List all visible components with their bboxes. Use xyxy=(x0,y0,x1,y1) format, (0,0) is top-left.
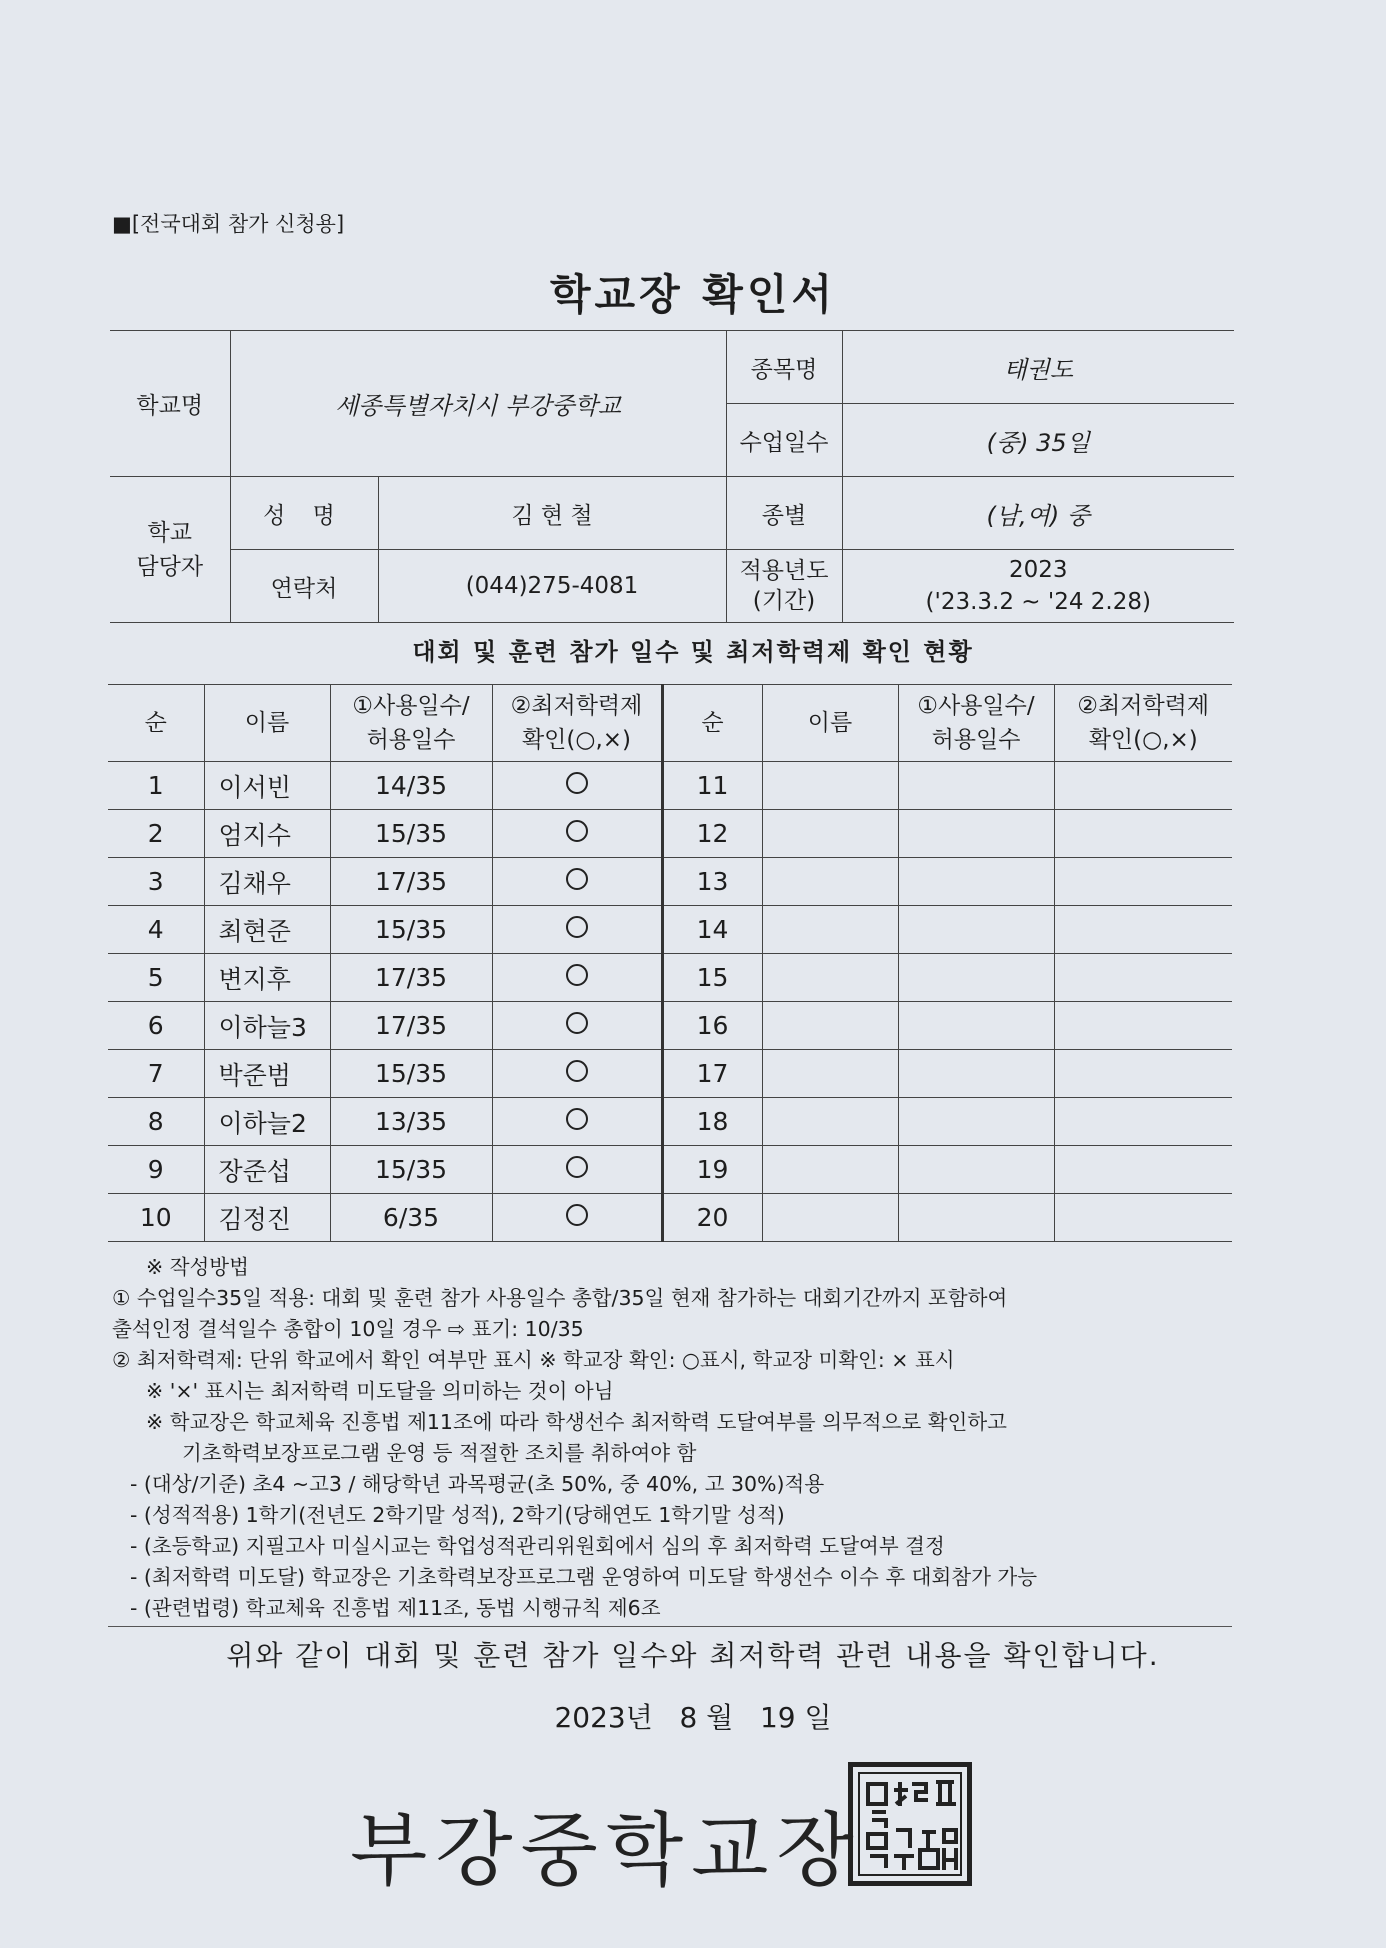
used-days xyxy=(898,1098,1054,1146)
manager-name-label: 성 명 xyxy=(230,477,378,550)
used-days: 17/35 xyxy=(330,1002,492,1050)
row-number: 9 xyxy=(108,1146,204,1194)
category-label: 종별 xyxy=(726,477,842,550)
participation-table xyxy=(108,684,1232,1242)
year-value: 2023 ('23.3.2 ~ '24 2.28) xyxy=(842,550,1234,623)
school-name-label: 학교명 xyxy=(110,331,230,477)
row-number: 12 xyxy=(662,810,762,858)
row-number: 13 xyxy=(662,858,762,906)
academic-check xyxy=(492,810,662,858)
row-number: 19 xyxy=(662,1146,762,1194)
academic-check xyxy=(1054,1098,1232,1146)
circle-mark-icon xyxy=(566,868,588,890)
student-name xyxy=(762,954,898,1002)
row-number: 5 xyxy=(108,954,204,1002)
manager-name-value: 김 현 철 xyxy=(378,477,726,550)
confirmation-statement: 위와 같이 대회 및 훈련 참가 일수와 최저학력 관련 내용을 확인합니다. xyxy=(226,1639,1160,1672)
header-days: ①사용일수/ 허용일수 xyxy=(898,685,1054,762)
student-name xyxy=(762,858,898,906)
row-number: 7 xyxy=(108,1050,204,1098)
student-name: 이서빈 xyxy=(204,762,330,810)
student-name xyxy=(762,762,898,810)
row-number: 8 xyxy=(108,1098,204,1146)
school-info-table xyxy=(110,330,1234,623)
principal-signature: 부강중학교장 xyxy=(350,1804,862,1897)
header-check: ②최저학력제 확인(○,×) xyxy=(492,685,662,762)
header-name: 이름 xyxy=(762,685,898,762)
class-days-label: 수업일수 xyxy=(726,404,842,477)
student-name xyxy=(762,1050,898,1098)
academic-check xyxy=(1054,906,1232,954)
row-number: 1 xyxy=(108,762,204,810)
circle-mark-icon xyxy=(566,772,588,794)
table-row xyxy=(108,810,1232,858)
category-value: (남,여) 중 xyxy=(842,477,1234,550)
row-number: 10 xyxy=(108,1194,204,1242)
student-name: 김채우 xyxy=(204,858,330,906)
header-days: ①사용일수/ 허용일수 xyxy=(330,685,492,762)
manager-label: 학교 담당자 xyxy=(110,477,230,623)
academic-check xyxy=(492,858,662,906)
used-days: 14/35 xyxy=(330,762,492,810)
school-name-value: 세종특별자치시 부강중학교 xyxy=(230,331,726,477)
academic-check xyxy=(1054,1194,1232,1242)
circle-mark-icon xyxy=(566,1156,588,1178)
used-days: 15/35 xyxy=(330,1146,492,1194)
note-line: - (대상/기준) 초4 ~고3 / 해당학년 과목평균(초 50%, 중 40%, 고 30%)적용 xyxy=(130,1472,825,1496)
academic-check xyxy=(1054,1146,1232,1194)
section-title: 대회 및 훈련 참가 일수 및 최저학력제 확인 현황 xyxy=(412,638,974,666)
note-line: - (관련법령) 학교체육 진흥법 제11조, 동법 시행규칙 제6조 xyxy=(130,1596,661,1620)
row-number: 3 xyxy=(108,858,204,906)
used-days: 15/35 xyxy=(330,906,492,954)
used-days xyxy=(898,858,1054,906)
signature-date: 2023년 8 월 19 일 xyxy=(554,1701,832,1734)
row-number: 11 xyxy=(662,762,762,810)
table-row xyxy=(108,858,1232,906)
used-days xyxy=(898,954,1054,1002)
used-days xyxy=(898,1050,1054,1098)
sport-value: 태권도 xyxy=(842,331,1234,404)
academic-check xyxy=(492,1002,662,1050)
note-line: - (최저학력 미도달) 학교장은 기초학력보장프로그램 운영하여 미도달 학생선수 이수 후 대회참가 가능 xyxy=(130,1565,1037,1589)
student-name: 박준범 xyxy=(204,1050,330,1098)
student-name: 김정진 xyxy=(204,1194,330,1242)
student-name xyxy=(762,1098,898,1146)
academic-check xyxy=(1054,1002,1232,1050)
academic-check xyxy=(1054,858,1232,906)
note-line: - (성적적용) 1학기(전년도 2학기말 성적), 2학기(당해연도 1학기말 성적) xyxy=(130,1503,785,1527)
row-number: 4 xyxy=(108,906,204,954)
table-row xyxy=(108,1050,1232,1098)
row-number: 18 xyxy=(662,1098,762,1146)
note-line: ② 최저학력제: 단위 학교에서 확인 여부만 표시 ※ 학교장 확인: ○표시, 학교장 미확인: × 표시 xyxy=(112,1348,955,1372)
header-no: 순 xyxy=(108,685,204,762)
academic-check xyxy=(1054,810,1232,858)
document-title: 학교장 확인서 xyxy=(549,270,837,319)
used-days: 6/35 xyxy=(330,1194,492,1242)
row-number: 20 xyxy=(662,1194,762,1242)
student-name: 변지후 xyxy=(204,954,330,1002)
table-header-row xyxy=(108,685,1232,762)
class-days-value: (중) 35일 xyxy=(842,404,1234,477)
row-number: 14 xyxy=(662,906,762,954)
student-name xyxy=(762,1002,898,1050)
student-name: 이하늘3 xyxy=(204,1002,330,1050)
note-line: ※ '×' 표시는 최저학력 미도달을 의미하는 것이 아님 xyxy=(146,1379,614,1403)
academic-check xyxy=(492,762,662,810)
academic-check xyxy=(1054,762,1232,810)
header-no: 순 xyxy=(662,685,762,762)
header-name: 이름 xyxy=(204,685,330,762)
row-number: 2 xyxy=(108,810,204,858)
used-days: 15/35 xyxy=(330,1050,492,1098)
row-number: 16 xyxy=(662,1002,762,1050)
student-name xyxy=(762,1146,898,1194)
table-row xyxy=(108,1002,1232,1050)
used-days xyxy=(898,906,1054,954)
contact-label: 연락처 xyxy=(230,550,378,623)
used-days xyxy=(898,762,1054,810)
academic-check xyxy=(492,954,662,1002)
circle-mark-icon xyxy=(566,1108,588,1130)
circle-mark-icon xyxy=(566,1204,588,1226)
student-name: 장준섭 xyxy=(204,1146,330,1194)
academic-check xyxy=(492,1098,662,1146)
student-name xyxy=(762,906,898,954)
used-days xyxy=(898,1002,1054,1050)
used-days: 17/35 xyxy=(330,954,492,1002)
used-days xyxy=(898,1194,1054,1242)
form-type-label: ■[전국대회 참가 신청용] xyxy=(112,212,345,236)
writing-instructions xyxy=(112,1252,1242,1624)
note-line: ※ 학교장은 학교체육 진흥법 제11조에 따라 학생선수 최저학력 도달여부를 의무적으로 확인하고 xyxy=(146,1410,1007,1434)
table-row xyxy=(108,1098,1232,1146)
row-number: 17 xyxy=(662,1050,762,1098)
note-line: - (초등학교) 지필고사 미실시교는 학업성적관리위원회에서 심의 후 최저학력 도달여부 결정 xyxy=(130,1534,945,1558)
header-check: ②최저학력제 확인(○,×) xyxy=(1054,685,1232,762)
student-name: 최현준 xyxy=(204,906,330,954)
circle-mark-icon xyxy=(566,964,588,986)
sport-label: 종목명 xyxy=(726,331,842,404)
notes-heading: ※ 작성방법 xyxy=(146,1255,249,1279)
student-name xyxy=(762,1194,898,1242)
used-days: 15/35 xyxy=(330,810,492,858)
academic-check xyxy=(492,1194,662,1242)
academic-check xyxy=(492,1050,662,1098)
academic-check xyxy=(492,1146,662,1194)
row-number: 15 xyxy=(662,954,762,1002)
used-days xyxy=(898,1146,1054,1194)
academic-check xyxy=(1054,954,1232,1002)
table-row xyxy=(108,906,1232,954)
student-name: 이하늘2 xyxy=(204,1098,330,1146)
contact-value: (044)275-4081 xyxy=(378,550,726,623)
used-days xyxy=(898,810,1054,858)
row-number: 6 xyxy=(108,1002,204,1050)
table-row xyxy=(108,1194,1232,1242)
academic-check xyxy=(1054,1050,1232,1098)
note-line: 기초학력보장프로그램 운영 등 적절한 조치를 취하여야 함 xyxy=(182,1441,697,1465)
note-line: 출석인정 결석일수 총합이 10일 경우 ⇨ 표기: 10/35 xyxy=(112,1317,584,1341)
official-seal xyxy=(848,1762,972,1886)
circle-mark-icon xyxy=(566,916,588,938)
student-name xyxy=(762,810,898,858)
used-days: 17/35 xyxy=(330,858,492,906)
seal-pattern-icon xyxy=(860,1774,964,1878)
used-days: 13/35 xyxy=(330,1098,492,1146)
circle-mark-icon xyxy=(566,1012,588,1034)
circle-mark-icon xyxy=(566,820,588,842)
circle-mark-icon xyxy=(566,1060,588,1082)
student-name: 엄지수 xyxy=(204,810,330,858)
table-row xyxy=(108,762,1232,810)
divider xyxy=(108,1626,1232,1627)
table-row xyxy=(108,954,1232,1002)
note-line: ① 수업일수35일 적용: 대회 및 훈련 참가 사용일수 총합/35일 현재 참가하는 대회기간까지 포함하여 xyxy=(112,1286,1008,1310)
table-row xyxy=(108,1146,1232,1194)
academic-check xyxy=(492,906,662,954)
year-label: 적용년도 (기간) xyxy=(726,550,842,623)
